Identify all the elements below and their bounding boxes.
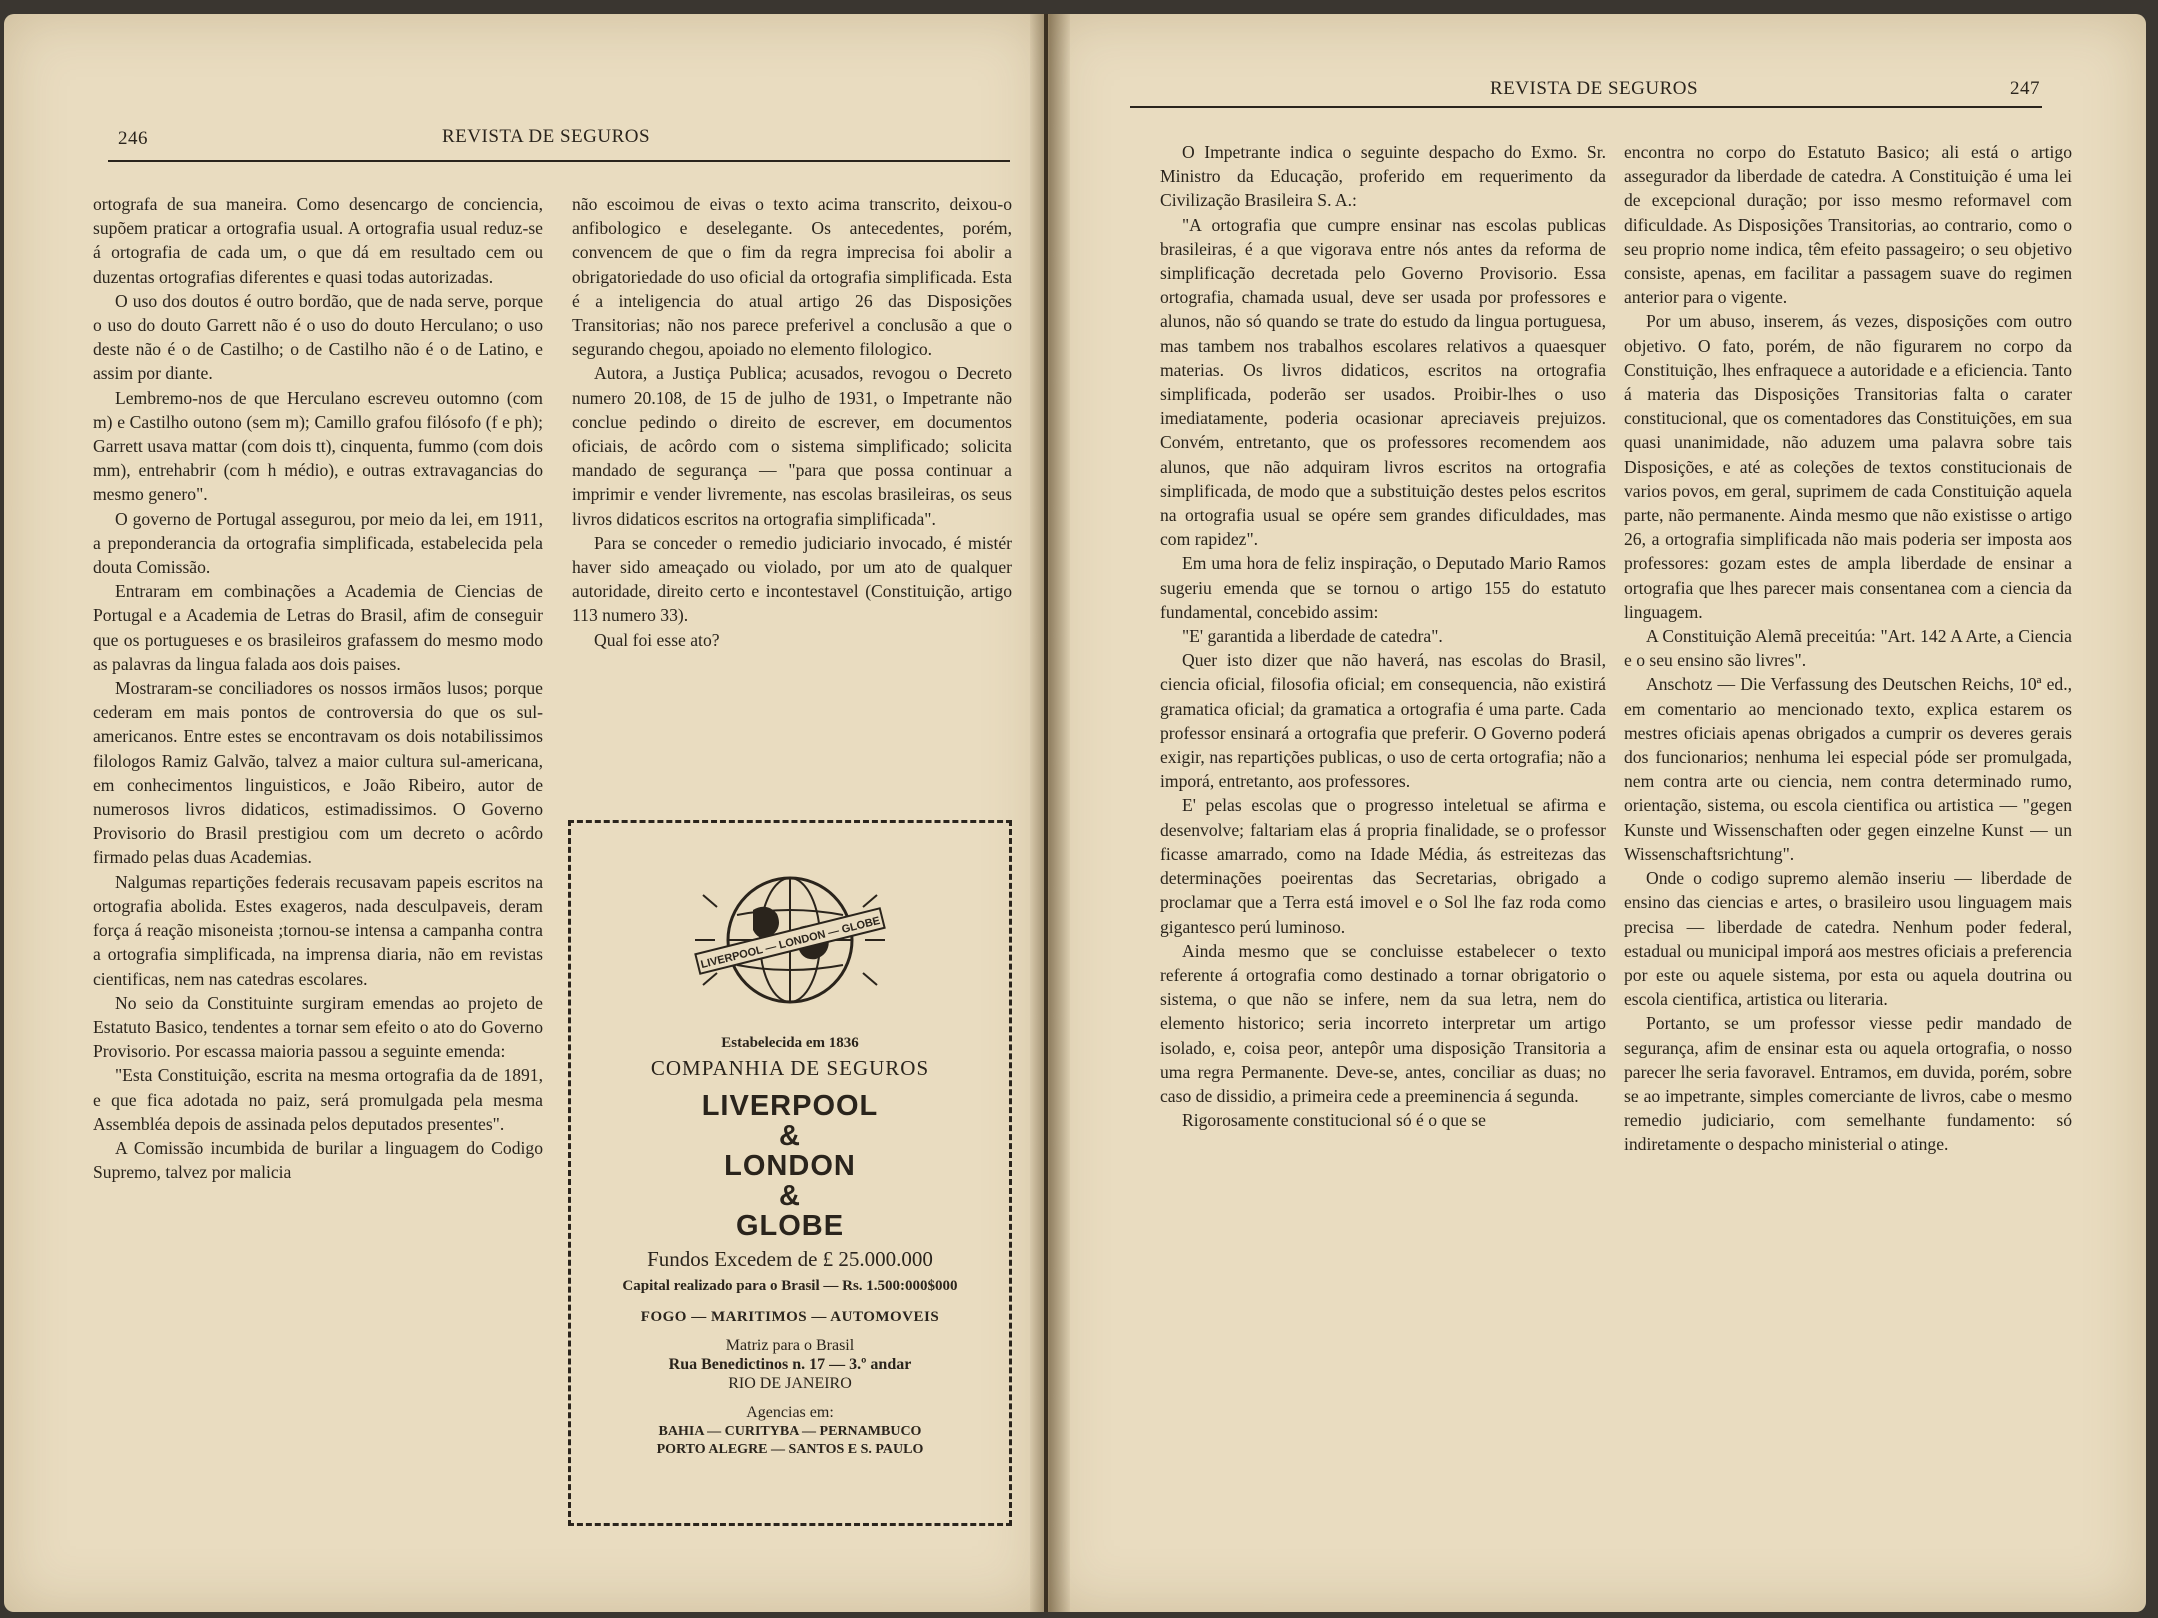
ad-matriz: Matriz para o Brasil <box>725 1337 855 1354</box>
ad-capital: Capital realizado para o Brasil — Rs. 1.500:000$000 <box>622 1278 958 1294</box>
paragraph: No seio da Constituinte surgiram emendas ao projeto de Estatuto Basico, tendentes a tornar sem efeito o ato do Governo Provisorio. Por escassa maioria passou a seguinte emenda: <box>93 992 543 1062</box>
paragraph: ortografa de sua maneira. Como desencargo de conciencia, supõem praticar a ortografia usual. A ortografia usual reduz-se á ortografia de cada um, o que dá em resultado cem ou duzentas ortografias diferentes e quasi todas autorizadas. <box>93 194 543 287</box>
paragraph: Por um abuso, inserem, ás vezes, disposições com outro objetivo. O fato, porém, de não figurarem no corpo da Constituição, lhes enfraquece a autoridade e a eficiencia. Tanto á materia das Disposições Transitorias falta o carater constitucional, que os comentadores das Constituições, em sua quasi unanimidade, não aduzem uma palavra sobre tais Disposições, e até as coleções de textos constitucionais de varios povos, em geral, suprimem de cada Constituição aquela parte, não permanente. Ainda mesmo que não existisse o artigo 26, a ortografia simplificada não mais poderia ser imposta aos professores: gozam estes de ampla liberdade de ensinar a ortografia que lhes parecer mais consentanea com a ciencia da linguagem. <box>1624 311 2072 622</box>
paragraph: Nalgumas repartições federais recusavam papeis escritos na ortografia abolida. Estes exageros, nada desculpaveis, deram força á reação misoneista ;tornou-se intensa a campanha contra a ortografia simplificada, na imprensa diaria, não em revistas cientificas, nem nas catedras escolares. <box>93 871 543 989</box>
paragraph: Para se conceder o remedio judiciario invocado, é mistér haver sido ameaçado ou violado, por um ato de qualquer autoridade, direito certo e incontestavel (Constituição, artigo 113 numero 33). <box>572 532 1012 626</box>
paragraph: Portanto, se um professor viesse pedir mandado de segurança, afim de ensinar esta ou aquela ortografia, o nosso parecer lhe seria favoravel. Entramos, em duvida, porém, sobre se ao impetrante, simples comerciante de livros, cabe o mesmo remedio judiciario, com semelhante fundamento: só indiretamente o despacho ministerial o atinge. <box>1624 1013 2072 1155</box>
paragraph: A Constituição Alemã preceitúa: "Art. 142 A Arte, a Ciencia e o seu ensino são livres". <box>1624 626 2072 671</box>
ad-established: Estabelecida em 1836 <box>721 1035 859 1051</box>
paragraph: "A ortografia que cumpre ensinar nas escolas publicas brasileiras, é a que vigorava entre nós antes da reforma de simplificação decretada pelo Governo Provisorio. Essa ortografia, chamada usual, deve ser usada por professores e alunos, não só quando se trate do estudo da lingua portuguesa, mas tambem nos trabalhos escolares relativos a quaesquer materias. Os livros didaticos, escritos na ortografia simplificada, poderão ser usados. Proibir-lhes o uso imediatamente, poderia ocasionar apreciaveis prejuizos. Convém, entretanto, que os professores recomendem aos alunos, que não adquiram livros escritos na ortografia simplificada, de modo que a substituição destes pelos escritos na ortografia usual se opére sem grandes dificuldades, mas com rapidez". <box>1160 214 1606 550</box>
ad-company: COMPANHIA DE SEGUROS <box>650 1056 930 1080</box>
paragraph: A Comissão incumbida de burilar a linguagem do Codigo Supremo, talvez por malicia <box>93 1137 543 1183</box>
paragraph: Quer isto dizer que não haverá, nas escolas do Brasil, ciencia oficial, filosofia oficial; em consequencia, não existirá gramatica oficial; da gramatica a ortografia é uma parte. Cada professor ensinará a ortografia que preferir. O Governo poderá exigir, nas repartições publicas, o uso de certa ortografia; não a imporá, entretanto, aos professores. <box>1160 650 1606 792</box>
paragraph: Entraram em combinações a Academia de Ciencias de Portugal e a Academia de Letras do Brasil, afim de conseguir que os portugueses e os brasileiros grafassem do mesmo modo as palavras da lingua falada aos dois paises. <box>93 581 543 674</box>
paragraph: Mostraram-se conciliadores os nossos irmãos lusos; porque cederam em mais pontos de controversia do que os sul-americanos. Entre estes se encontravam os dois notabilissimos filologos Ramiz Galvão, talvez a maior cultura sul-americana, em conhecimentos linguisticos, e João Ribeiro, autor de numerosos livros didaticos, estimadissimos. O Governo Provisorio do Brasil prestigiou com um decreto o acôrdo firmado pelas duas Academias. <box>93 678 543 868</box>
ad-name-liverpool: LIVERPOOL <box>701 1090 879 1122</box>
paragraph: Em uma hora de feliz inspiração, o Deputado Mario Ramos sugeriu emenda que se tornou o artigo 155 do estatuto fundamental, concebido assim: <box>1160 553 1606 622</box>
ad-agencies-2: PORTO ALEGRE — SANTOS E S. PAULO <box>656 1442 924 1457</box>
right-page-column-1 <box>1160 140 1606 1132</box>
header-rule-right <box>1130 106 2042 108</box>
page-number-right: 247 <box>2010 78 2040 99</box>
paragraph: O uso dos doutos é outro bordão, que de nada serve, porque o uso do douto Garrett não é o uso do douto Herculano; o uso deste não é o de Castilho; o de Castilho não é o de Latino, e assim por diante. <box>93 290 543 384</box>
paragraph: Ainda mesmo que se concluisse estabelecer o texto referente á ortografia como destinado a tornar obrigatorio o sistema, o que não se infere, nem da sua letra, nem do elemento historico; seria incorreto interpretar um artigo isolado, e, coisa peor, antepôr uma disposição Transitoria a uma regra Permanente. Deve-se, antes, conciliar as duas; no caso de dissidio, a primeira cede a preeminencia á segunda. <box>1160 940 1606 1106</box>
left-page-column-1 <box>93 192 543 1184</box>
globe-logo-icon <box>675 855 905 1025</box>
paragraph: O Impetrante indica o seguinte despacho do Exmo. Sr. Ministro da Educação, proferido em requerimento da Civilização Brasileira S. A.: <box>1160 142 1606 211</box>
ad-agencies-label: Agencias em: <box>746 1404 834 1421</box>
book-gutter <box>1030 14 1070 1612</box>
paragraph: Anschotz — Die Verfassung des Deutschen Reichs, 10ª ed., em comentario ao mencionado texto, explica estarem os mestres oficiais apenas obrigados a cumprir os deveres gerais dos funcionarios; nenhuma lei especial póde ser promulgada, nem contra arte ou ciencia, nem contra determinado rumo, orientação, sistema, ou escola cientifica ou artistica — "gegen Kunste und Wissenschaften oder gegen einzelne Kunst — un Wissenschaftsrichtung". <box>1624 674 2072 864</box>
ad-lines-of-business: FOGO — MARITIMOS — AUTOMOVEIS <box>640 1309 940 1325</box>
ad-ampersand: & <box>779 1180 801 1212</box>
paragraph: Qual foi esse ato? <box>594 629 720 650</box>
ad-agencies-1: BAHIA — CURITYBA — PERNAMBUCO <box>658 1424 922 1439</box>
running-head-left: REVISTA DE SEGUROS <box>442 126 651 147</box>
page-number-left: 246 <box>118 128 148 149</box>
running-head-right: REVISTA DE SEGUROS <box>1490 78 1699 99</box>
ad-name-globe: GLOBE <box>735 1210 845 1242</box>
globe-banner-text: LIVERPOOL — LONDON — GLOBE <box>699 914 882 972</box>
paragraph: Onde o codigo supremo alemão inseriu — liberdade de ensino das ciencias e artes, o brasileiro usou linguagem mais precisa — liberdade de catedra. Nenhum poder federal, estadual ou municipal imporá aos mestres oficiais a preferencia por este ou aquele sistema, por esta ou aquela doutrina ou escola cientifica, artistica ou literaria. <box>1624 868 2072 1010</box>
paragraph: encontra no corpo do Estatuto Basico; ali está o artigo assegurador da liberdade de catedra. A Constituição é uma lei de excepcional duração; por isso mesmo reformavel com dificuldade. As Disposições Transitorias, ao contrario, como o seu proprio nome indica, têm efeito passageiro; o seu objetivo consiste, apenas, em facilitar a passagem suave do regimen anterior para o vigente. <box>1624 142 2072 308</box>
paragraph: Autora, a Justiça Publica; acusados, revogou o Decreto numero 20.108, de 15 de julho de 1931, o Impetrante não conclue pedindo o direito de escrever, em documentos oficiais, de acôrdo com o sistema simplificado; solicita mandado de segurança — "para que possa continuar a imprimir e vender livremente, nas escolas brasileiras, os seus livros didaticos escritos na ortografia simplificada". <box>572 363 1012 529</box>
ad-name-london: LONDON <box>724 1150 856 1182</box>
paragraph: não escoimou de eivas o texto acima transcrito, deixou-o anfibologico e deselegante. Os antecedentes, porém, convencem de que o fim da regra imprecisa foi abolir a obrigatoriedade do uso oficial da ortografia simplificada. Esta é a inteligencia do atual artigo 26 das Disposições Transitorias; não nos parece preferivel a conclusão a que o segurando chegou, apoiado no elemento filologico. <box>572 194 1012 360</box>
header-rule-left <box>108 160 1010 162</box>
left-page-column-2 <box>572 192 1012 652</box>
paragraph: O governo de Portugal assegurou, por meio da lei, em 1911, a preponderancia da ortografia simplificada, estabelecida pela douta Comissão. <box>93 508 543 578</box>
ad-ampersand: & <box>779 1120 801 1152</box>
paragraph: Rigorosamente constitucional só é o que se <box>1182 1110 1486 1131</box>
ad-funds: Fundos Excedem de £ 25.000.000 <box>647 1247 933 1271</box>
paragraph: "Esta Constituição, escrita na mesma ortografia da de 1891, e que fica adotada no paiz, será promulgada pela mesma Assembléa depois de assinada pelos deputados presentes". <box>93 1065 543 1134</box>
paragraph: Lembremo-nos de que Herculano escreveu outomno (com m) e Castilho outono (sem m); Camillo grafou filósofo (f e ph); Garrett usava mattar (com dois tt), cinquenta, fummo (com dois mm), entrehabrir (com h médio), e outras extravagancias do mesmo genero". <box>93 387 543 505</box>
insurance-advertisement <box>568 820 1012 1526</box>
paragraph: E' pelas escolas que o progresso inteletual se afirma e desenvolve; faltariam elas á propria finalidade, se o professor ficasse amarrado, como na Idade Média, ás estreitezas das determinações poeirentas das Secretarias, obrigado a proclamar que a Terra está imovel e o Sol lhe faz roda como gigantesco perú luminoso. <box>1160 795 1606 937</box>
ad-city: RIO DE JANEIRO <box>728 1375 852 1392</box>
ad-address: Rua Benedictinos n. 17 — 3.º andar <box>668 1356 912 1373</box>
paragraph: "E' garantida a liberdade de catedra". <box>1182 626 1443 647</box>
right-page-column-2 <box>1624 140 2072 1157</box>
